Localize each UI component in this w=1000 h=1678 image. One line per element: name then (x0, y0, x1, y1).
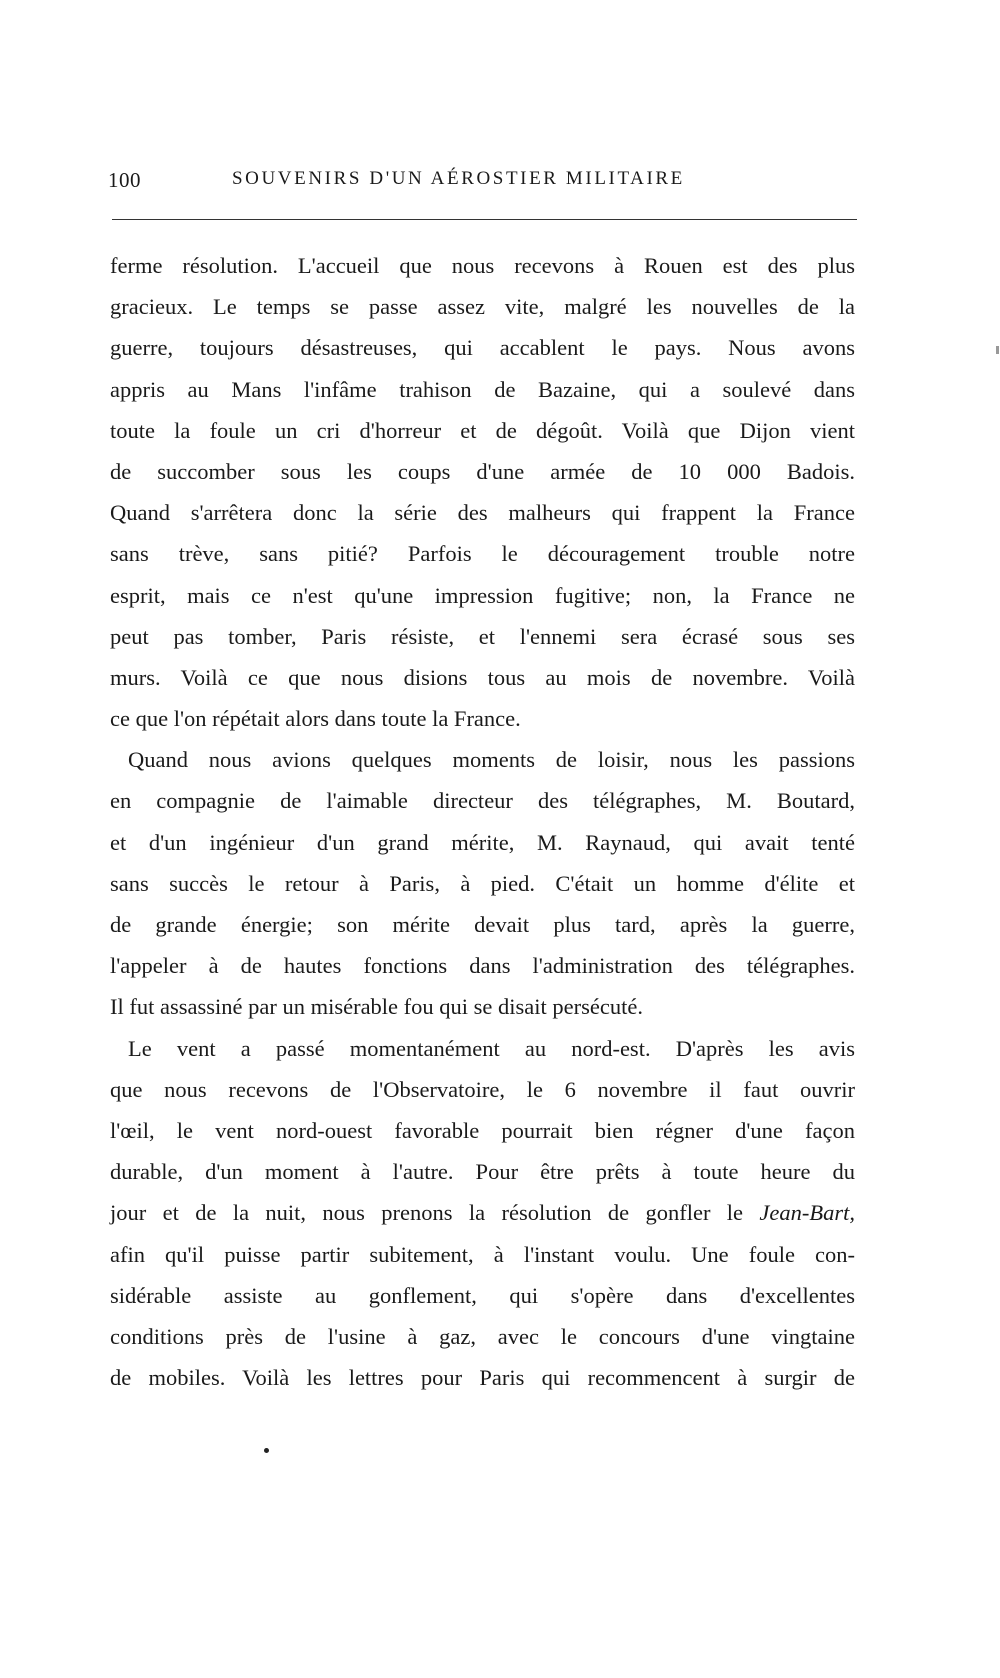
text-line: gracieux. Le temps se passe assez vite, malgré les nouvelles de la (110, 294, 855, 320)
body-text (110, 245, 855, 1398)
text-line: sans trève, sans pitié? Parfois le découragement trouble notre (110, 541, 855, 567)
text-line: conditions près de l'usine à gaz, avec le concours d'une vingtaine (110, 1323, 855, 1349)
text-line: murs. Voilà ce que nous disions tous au mois de novembre. Voilà (110, 664, 855, 690)
text-line: Le vent a passé momentanément au nord-est. D'après les avis (128, 1035, 855, 1061)
text-line: l'appeler à de hautes fonctions dans l'administration des télégraphes. (110, 953, 855, 979)
text-line: peut pas tomber, Paris résiste, et l'ennemi sera écrasé sous ses (110, 623, 855, 649)
text-line: sidérable assiste au gonflement, qui s'opère dans d'excellentes (110, 1282, 855, 1308)
text-line: guerre, toujours désastreuses, qui accablent le pays. Nous avons (110, 335, 855, 361)
text-line: appris au Mans l'infâme trahison de Bazaine, qui a soulevé dans (110, 376, 855, 402)
text-line: toute la foule un cri d'horreur et de dégoût. Voilà que Dijon vient (110, 417, 855, 443)
text-line: de mobiles. Voilà les lettres pour Paris qui recommencent à surgir de (110, 1365, 855, 1391)
text-line: l'œil, le vent nord-ouest favorable pourrait bien régner d'une façon (110, 1117, 855, 1143)
text-line: sans succès le retour à Paris, à pied. C'était un homme d'élite et (110, 870, 855, 896)
text-fragment: jour et de la nuit, nous prenons la résolution de gonfler le (110, 1200, 744, 1226)
italic-balloon-name: Jean-Bart, (759, 1200, 856, 1226)
text-line: ferme résolution. L'accueil que nous recevons à Rouen est des plus (110, 253, 855, 278)
text-line: de grande énergie; son mérite devait plus tard, après la guerre, (110, 912, 855, 937)
ink-dot (264, 1448, 269, 1453)
text-line: durable, d'un moment à l'autre. Pour être prêts à toute heure du (110, 1159, 855, 1185)
running-title: SOUVENIRS D'UN AÉROSTIER MILITAIRE (232, 168, 685, 189)
text-line: et d'un ingénieur d'un grand mérite, M. Raynaud, qui avait tenté (110, 829, 855, 855)
text-line: afin qu'il puisse partir subitement, à l'instant voulu. Une foule con- (110, 1241, 855, 1267)
text-line-with-italic (110, 1192, 855, 1233)
header-rule (112, 219, 857, 220)
text-line: Il fut assassiné par un misérable fou qui se disait persécuté. (110, 994, 643, 1020)
text-line: Quand nous avions quelques moments de loisir, nous les passions (128, 747, 855, 773)
text-line: en compagnie de l'aimable directeur des télégraphes, M. Boutard, (110, 788, 855, 814)
text-line: de succomber sous les coups d'une armée de 10 000 Badois. (110, 458, 855, 484)
text-line: ce que l'on répétait alors dans toute la France. (110, 706, 521, 732)
page-number: 100 (108, 168, 141, 192)
text-line: que nous recevons de l'Observatoire, le 6 novembre il faut ouvrir (110, 1076, 855, 1102)
edge-mark (996, 346, 999, 354)
text-line: esprit, mais ce n'est qu'une impression fugitive; non, la France ne (110, 582, 855, 608)
text-line: Quand s'arrêtera donc la série des malheurs qui frappent la France (110, 500, 855, 526)
running-head (108, 168, 858, 196)
